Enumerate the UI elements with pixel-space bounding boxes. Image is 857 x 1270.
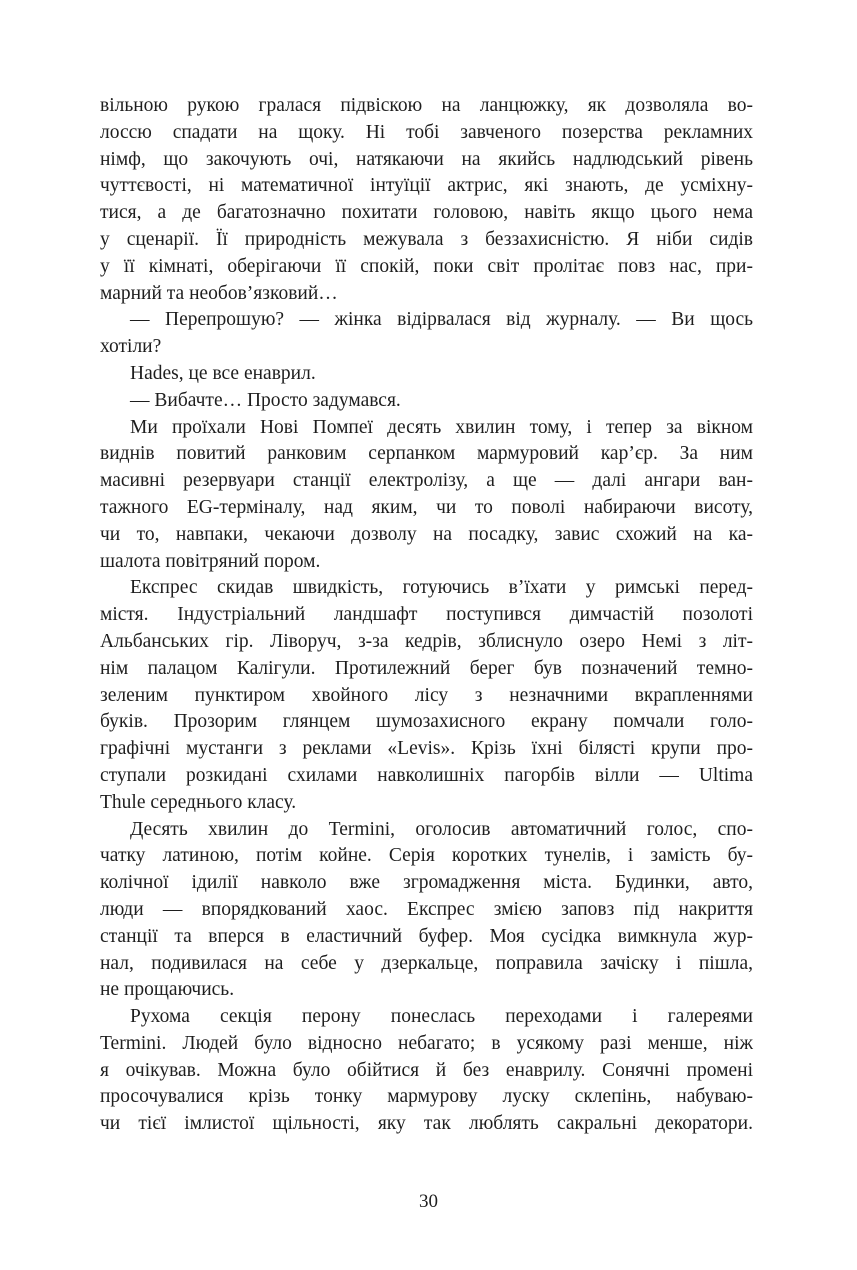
text-line: лоссю спадати на щоку. Ні тобі завченого позерства рекламних bbox=[100, 121, 753, 143]
text-line: — Перепрошую? — жінка відірвалася від журналу. — Ви щось bbox=[130, 309, 753, 331]
text-line: буків. Прозорим глянцем шумозахисного екрану помчали голо- bbox=[100, 711, 753, 733]
text-line: Десять хвилин до Termini, оголосив автоматичний голос, спо- bbox=[130, 818, 753, 840]
text-line: графічні мустанги з реклами «Levis». Крізь їхні білясті крупи про- bbox=[100, 738, 753, 760]
text-line: марний та необов’язковий… bbox=[100, 282, 338, 304]
body-text bbox=[100, 93, 753, 1138]
text-line: чуттєвості, ні математичної інтуїції актрис, які знають, де усміхну- bbox=[100, 175, 753, 197]
text-line: зеленим пунктиром хвойного лісу з незначними вкрапленнями bbox=[100, 684, 753, 706]
text-line: хотіли? bbox=[100, 336, 162, 358]
text-line: чи тієї імлистої щільності, яку так люблять сакральні декоратори. bbox=[100, 1113, 753, 1135]
text-line: чатку латиною, потім койне. Серія коротких тунелів, і замість бу- bbox=[100, 845, 753, 867]
text-line: Альбанських гір. Ліворуч, з-за кедрів, зблиснуло озеро Немі з літ- bbox=[100, 630, 753, 652]
text-line: масивні резервуари станції електролізу, а ще — далі ангари ван- bbox=[100, 470, 753, 492]
text-line: станції та вперся в еластичний буфер. Моя сусідка вимкнула жур- bbox=[100, 925, 753, 947]
text-line: у сценарії. Її природність межувала з беззахисністю. Я ніби сидів bbox=[100, 228, 753, 250]
text-line: Ми проїхали Нові Помпеї десять хвилин тому, і тепер за вікном bbox=[130, 416, 753, 438]
text-line: чи то, навпаки, чекаючи дозволу на посадку, завис схожий на ка- bbox=[100, 523, 753, 545]
text-line: люди — впорядкований хаос. Експрес змією заповз під накриття bbox=[100, 898, 753, 920]
text-line: колічної ідилії навколо вже згромадження міста. Будинки, авто, bbox=[100, 872, 753, 894]
text-line: шалота повітряний пором. bbox=[100, 550, 321, 572]
text-line: Termini. Людей було відносно небагато; в усякому разі менше, ніж bbox=[100, 1032, 753, 1054]
text-line: Thule середнього класу. bbox=[100, 791, 297, 813]
text-line: я очікував. Можна було обійтися й без енаврилу. Сонячні промені bbox=[100, 1059, 753, 1081]
text-line: у її кімнаті, оберігаючи її спокій, поки світ пролітає повз нас, при- bbox=[100, 255, 753, 277]
text-line: Експрес скидав швидкість, готуючись в’їхати у римські перед- bbox=[130, 577, 753, 599]
text-line: нім палацом Калігули. Протилежний берег був позначений темно- bbox=[100, 657, 753, 679]
text-line: не прощаючись. bbox=[100, 979, 235, 1001]
text-line: нал, подивилася на себе у дзеркальце, поправила зачіску і пішла, bbox=[100, 952, 753, 974]
text-line: тися, а де багатозначно похитати головою, навіть якщо цього нема bbox=[100, 202, 753, 224]
page-number: 30 bbox=[419, 1191, 438, 1212]
text-line: — Вибачте… Просто задумався. bbox=[130, 389, 401, 411]
text-line: містя. Індустріальний ландшафт поступився димчастій позолоті bbox=[100, 604, 753, 626]
text-line: вільною рукою гралася підвіскою на ланцюжку, як дозволяла во- bbox=[100, 95, 753, 116]
text-line: німф, що закочують очі, натякаючи на якийсь надлюдський рівень bbox=[100, 148, 753, 170]
text-line: тажного EG-терміналу, над яким, чи то поволі набираючи висоту, bbox=[100, 496, 753, 518]
text-line: просочувалися крізь тонку мармурову луску склепінь, набуваю- bbox=[100, 1086, 753, 1108]
text-line: Hades, це все енаврил. bbox=[130, 362, 316, 384]
text-line: ступали розкидані схилами навколишніх пагорбів вілли — Ultima bbox=[100, 764, 753, 786]
text-line: Рухома секція перону понеслась переходами і галереями bbox=[130, 1006, 753, 1028]
text-line: виднів повитий ранковим серпанком мармуровий кар’єр. За ним bbox=[100, 443, 753, 465]
